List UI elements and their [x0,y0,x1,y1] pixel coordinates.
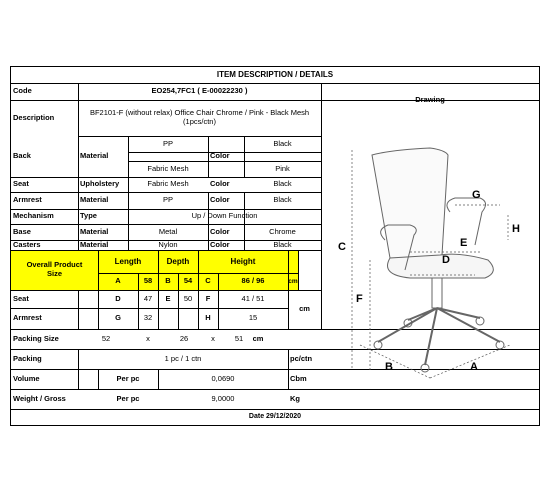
mechanism-attr: Type [80,211,97,221]
casters-label: Casters [13,240,41,249]
packing-size-x1: x [146,333,150,343]
drawing-label-e: E [460,237,468,249]
dim-unit: cm [288,277,298,285]
packing-size-width: 26 [179,333,189,343]
mechanism-label: Mechanism [13,211,54,221]
base-attr: Material [80,226,109,236]
dim-c-letter: C [205,276,211,286]
back-attr: Material [80,151,109,161]
volume-unit: Cbm [290,373,307,383]
back-color-1: Black [273,138,292,148]
packing-label: Packing [13,353,42,363]
base-color-label: Color [210,226,230,236]
weight-per: Per pc [116,393,140,403]
dim-g-letter: G [115,313,121,323]
weight-unit: Kg [290,393,300,403]
casters-color-label: Color [210,240,230,249]
dim-f-value: 41 / 51 [241,293,265,303]
drawing-label-c: C [338,241,346,253]
weight-label: Weight / Gross [13,393,66,403]
code-label: Code [13,86,32,96]
drawing-label: Drawing [415,94,445,104]
base-color: Chrome [269,226,296,236]
height-header: Height [230,256,256,266]
packing-size-length: 52 [101,333,111,343]
footer-date: Date 29/12/2020 [248,412,302,420]
drawing-label-f: F [356,293,363,305]
back-color-2: Pink [275,163,290,173]
description-label: Description [13,112,55,122]
volume-value: 0,0690 [211,373,235,383]
dim-e-value: 50 [183,293,193,303]
dim-b-value: 54 [183,276,193,286]
dim-f-letter: F [205,293,211,303]
seat-color: Black [273,179,292,189]
drawing-label-a: A [470,361,478,373]
dim-g-value: 32 [143,313,153,323]
code-value: EO254,7FC1 ( E-00022230 ) [151,86,248,96]
back-material-1: PP [162,138,173,148]
overall-size-label: Overall Product Size [26,260,83,278]
base-value: Metal [158,226,178,236]
armrest-label: Armrest [13,195,42,205]
armrest-dim-label: Armrest [13,313,42,323]
dim-h-letter: H [205,313,211,323]
dim-a-letter: A [115,276,121,286]
chair-outline [372,148,504,372]
armrest-attr: Material [80,195,109,205]
back-label: Back [13,151,31,161]
seat-armrest-unit: cm [299,304,310,314]
depth-header: Depth [166,256,190,266]
base-label: Base [13,226,31,236]
packing-size-height: 51 [234,333,244,343]
seat-value: Fabric Mesh [147,179,189,189]
dim-d-letter: D [115,293,121,303]
packing-size-label: Packing Size [13,333,59,343]
casters-color: Black [273,240,292,249]
seat-label: Seat [13,179,29,189]
packing-size-x2: x [211,333,215,343]
seat-dim-label: Seat [13,293,29,303]
packing-size-unit: cm [252,333,264,343]
dim-c-value: 86 / 96 [241,276,265,286]
weight-value: 9,0000 [211,393,235,403]
packing-value: 1 pc / 1 ctn [164,353,202,363]
dim-b-letter: B [165,276,171,286]
mechanism-value: Up / Down Function [191,211,258,221]
casters-attr: Material [80,240,109,249]
volume-per: Per pc [116,373,140,383]
drawing-label-d: D [442,254,450,266]
dim-d-value: 47 [143,293,153,303]
drawing-label-h: H [512,223,520,235]
back-material-2: Fabric Mesh [147,163,189,173]
back-color-label: Color [210,151,230,161]
dim-e-letter: E [165,293,171,303]
chair-drawing [330,80,530,380]
armrest-color-label: Color [210,195,230,205]
packing-unit: pc/ctn [290,353,313,363]
seat-attr: Upholstery [80,179,120,189]
dim-a-value: 58 [143,276,153,286]
volume-label: Volume [13,373,40,383]
armrest-color: Black [273,195,292,205]
casters-value: Nylon [158,240,178,249]
armrest-value: PP [162,195,173,205]
length-header: Length [114,256,142,266]
description-value: BF2101-F (without relax) Office Chair Chrome / Pink - Black Mesh (1pcs/ctn) [89,108,310,126]
dim-h-value: 15 [248,313,258,323]
sheet-title: ITEM DESCRIPTION / DETAILS [216,70,334,80]
drawing-label-g: G [472,189,481,201]
seat-color-label: Color [210,179,230,189]
drawing-label-b: B [385,361,393,373]
